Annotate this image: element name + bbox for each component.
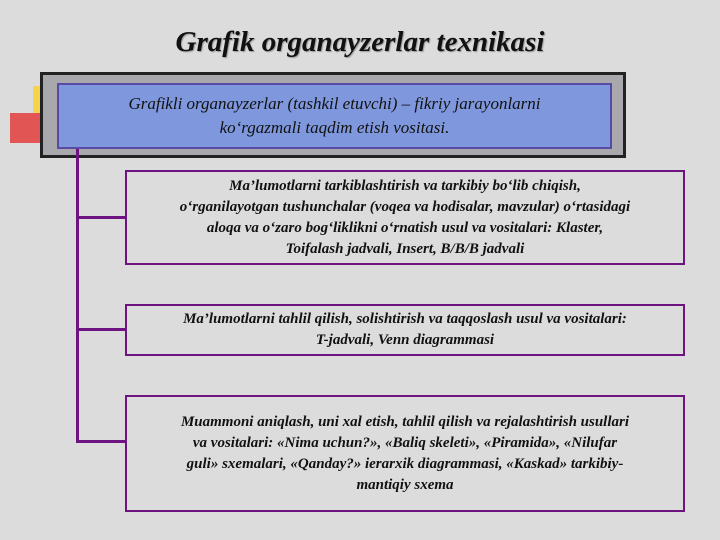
- header-line: Grafikli organayzerlar (tashkil etuvchi) – fikriy jarayonlarni: [128, 94, 541, 114]
- branch-connector: [76, 216, 125, 219]
- box-line: va vositalari: «Nima uchun?», «Baliq skeleti», «Piramida», «Nilufar: [192, 434, 618, 451]
- box-line: aloqa va oʻzaro bogʻliklikni oʻrnatish usul va vositalari: Klaster,: [206, 219, 604, 236]
- box-line: Ma’lumotlarni tahlil qilish, solishtirish va taqqoslash usul va vositalari:: [183, 311, 627, 327]
- box-line: guli» sxemalari, «Qanday?» ierarxik diagrammasi, «Kaskad» tarkibiy-: [186, 455, 624, 472]
- branch-connector: [76, 440, 125, 443]
- page-title: Grafik organayzerlar texnikasi: [175, 26, 545, 58]
- branch-connector: [76, 328, 125, 331]
- vertical-connector: [76, 149, 79, 443]
- box-line: oʻrganilayotgan tushunchalar (voqea va hodisalar, mavzular) oʻrtasidagi: [179, 198, 631, 215]
- header-line: koʻrgazmali taqdim etish vositasi.: [219, 118, 450, 137]
- header-box: [57, 83, 612, 149]
- info-box: [125, 395, 685, 512]
- box-line: Toifalash jadvali, Insert, B/B/B jadvali: [285, 240, 525, 257]
- box-line: mantiqiy sxema: [356, 476, 454, 493]
- info-box: [125, 170, 685, 265]
- info-box: [125, 304, 685, 356]
- box-line: Ma’lumotlarni tarkiblashtirish va tarkibiy boʻlib chiqish,: [229, 177, 581, 194]
- box-line: T-jadvali, Venn diagrammasi: [315, 332, 495, 348]
- box-line: Muammoni aniqlash, uni xal etish, tahlil qilish va rejalashtirish usullari: [180, 413, 630, 430]
